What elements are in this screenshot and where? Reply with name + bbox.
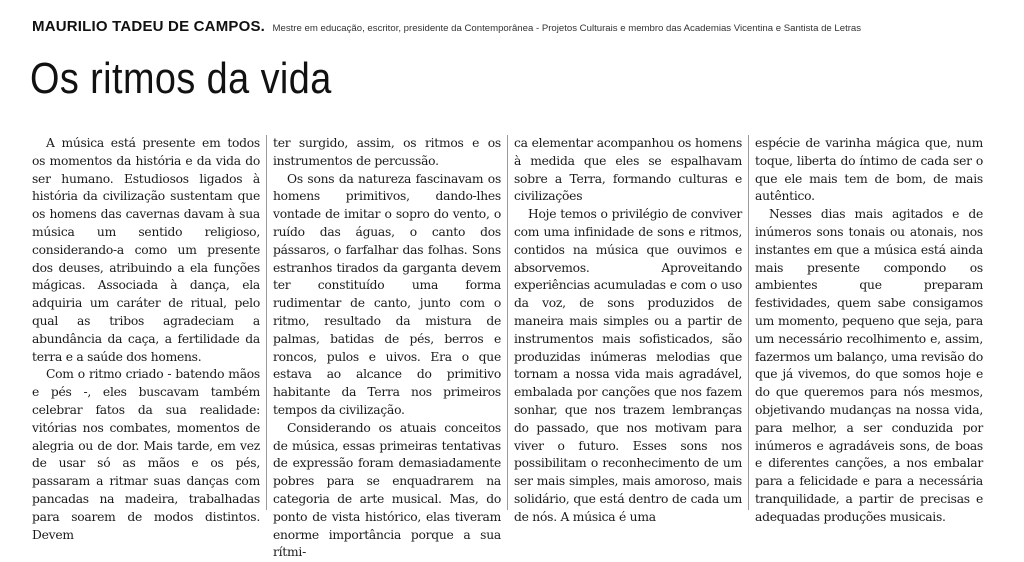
column-divider: [266, 135, 267, 510]
author-name: MAURILIO TADEU DE CAMPOS.: [32, 18, 266, 35]
paragraph: Hoje temos o privilégio de conviver com uma infinidade de sons e ritmos, contidos na música que ouvimos e absorvemos. Aproveitando experiências acumuladas e com o uso da voz, de sons produzidos de maneira mais simples ou a partir de instrumentos mais sofisticados, são produzidas inúmeras melodias que tornam a nossa vida mais agradável, embalada por canções que nos fazem sonhar, que nos trazem lembranças do passado, que nos motivam para viver o futuro. Esses sons nos possibilitam o reconhecimento de um ser mais simples, mais amoroso, mais solidário, que está dentro de cada um de nós. A música é uma: [514, 207, 742, 524]
column-1: [32, 135, 260, 542]
column-3: [514, 135, 742, 524]
paragraph: ca elementar acompanhou os homens à medida que eles se espalhavam sobre a Terra, formando culturas e civilizações: [514, 136, 742, 204]
article-title: Os ritmos da vida: [30, 54, 332, 103]
column-4: [755, 135, 983, 524]
paragraph: ter surgido, assim, os ritmos e os instrumentos de percussão.: [273, 136, 501, 168]
paragraph: A música está presente em todos os momentos da história e da vida do ser humano. Estudiosos ligados à história da civilização sustentam que os homens das cavernas davam à sua música um sentido religioso, considerando-a como um presente dos deuses, atribuindo a ela funções mágicas. Associada à dança, ela adquiria um caráter de ritual, pelo qual as tribos agradeciam a abundância da caça, a fertilidade da terra e a saúde dos homens.: [32, 136, 260, 364]
article-body: [32, 135, 992, 560]
column-divider: [507, 135, 508, 510]
paragraph: Com o ritmo criado - batendo mãos e pés -, eles buscavam também celebrar fatos da sua realidade: vitórias nos combates, momentos de alegria ou de dor. Mais tarde, em vez de usar só as mãos e os pés, passaram a ritmar suas danças com pancadas na madeira, trabalhadas para soarem de modos distintos. Devem: [32, 367, 260, 542]
paragraph: Considerando os atuais conceitos de música, essas primeiras tentativas de expressão foram demasiadamente pobres para se enquadrarem na categoria de arte musical. Mas, do ponto de vista histórico, elas tiveram enorme importância porque a sua rítmi-: [273, 420, 501, 560]
byline: [32, 18, 1012, 36]
paragraph: espécie de varinha mágica que, num toque, liberta do íntimo de cada ser o que ele mais tem de bom, de mais autêntico.: [755, 136, 983, 204]
paragraph: Os sons da natureza fascinavam os homens primitivos, dando-lhes vontade de imitar o sopro do vento, o ruído das águas, o canto dos pássaros, o farfalhar das folhas. Sons estranhos tirados da garganta devem ter constituído uma forma rudimentar de canto, junto com o ritmo, resultado da mistura de palmas, batidas de pés, berros e roncos, pulos e uivos. Era o que estava ao alcance do primitivo habitante da Terra nos primeiros tempos da civilização.: [273, 171, 501, 417]
author-description: Mestre em educação, escritor, presidente da Contemporânea - Projetos Culturais e membro das Academias Vicentina e Santista de Letras: [272, 23, 862, 34]
paragraph: Nesses dias mais agitados e de inúmeros sons tonais ou atonais, nos instantes em que a música está ainda mais presente compondo os ambientes que preparam festividades, quem sabe consigamos um momento, pequeno que seja, para um necessário recolhimento e, assim, fazermos um balanço, uma revisão do que já vivemos, do que somos hoje e do que queremos para nós mesmos, objetivando mudanças na nossa vida, para melhor, a ser conduzida por inúmeros e agradáveis sons, de boas e diferentes canções, a nos embalar para a felicidade e para a necessária tranquilidade, a partir de precisas e adequadas produções musicais.: [755, 207, 983, 524]
column-divider: [748, 135, 749, 510]
column-2: [273, 135, 501, 560]
